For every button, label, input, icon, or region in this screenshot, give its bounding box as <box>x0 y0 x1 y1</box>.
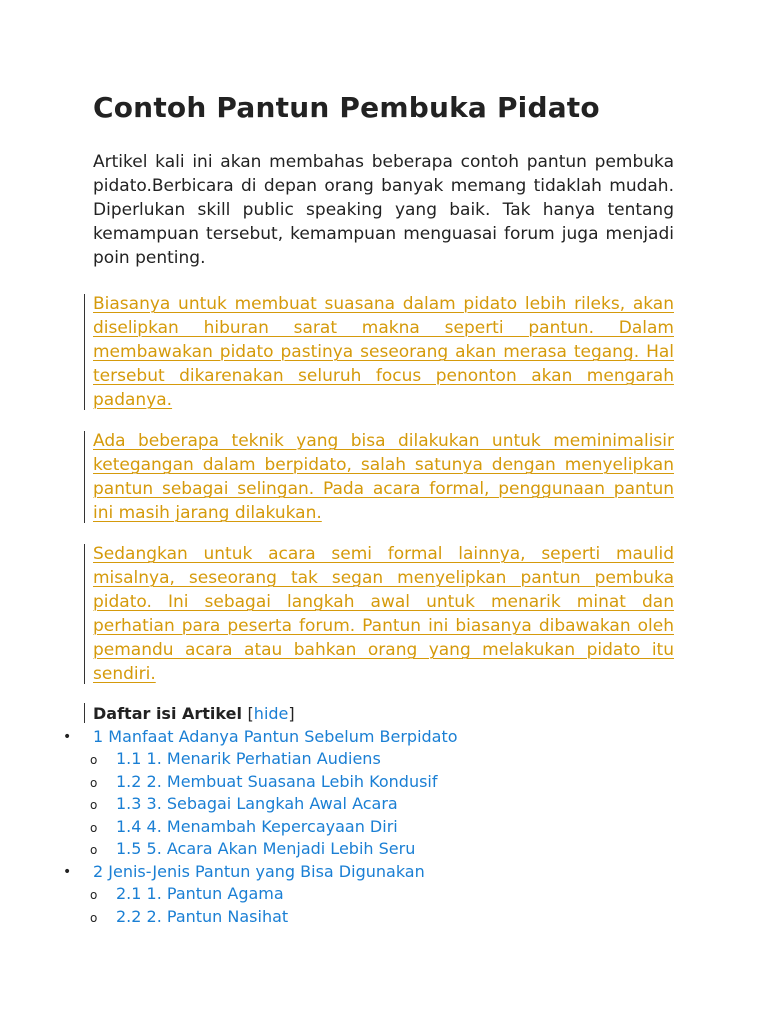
table-of-contents <box>63 703 674 928</box>
toc-sub-bullet: o <box>90 753 98 767</box>
toc-subitem <box>90 748 674 771</box>
blockquote-bar <box>84 544 85 684</box>
toc-link[interactable]: 2 Jenis-Jenis Pantun yang Bisa Digunakan <box>93 861 425 881</box>
toc-toggle-close: ] <box>288 704 295 723</box>
toc-header <box>93 703 674 726</box>
toc-sublink[interactable]: 1.2 2. Membuat Suasana Lebih Kondusif <box>116 771 438 791</box>
toc-subitem <box>90 838 674 861</box>
page-title: Contoh Pantun Pembuka Pidato <box>93 91 600 124</box>
toc-bar <box>84 703 85 723</box>
blockquote-bar <box>84 294 85 410</box>
toc-sublink[interactable]: 2.2 2. Pantun Nasihat <box>116 906 289 926</box>
toc-subitem <box>90 816 674 839</box>
toc-sublink[interactable]: 2.1 1. Pantun Agama <box>116 884 284 903</box>
blockquote-2[interactable] <box>93 429 674 525</box>
toc-sub-bullet: o <box>90 798 98 812</box>
toc-bullet: • <box>63 728 72 745</box>
toc-sublink[interactable]: 1.3 3. Sebagai Langkah Awal Acara <box>116 794 398 813</box>
blockquote-1[interactable] <box>93 292 674 412</box>
toc-list <box>63 726 674 929</box>
blockquote-3[interactable] <box>93 542 674 686</box>
toc-item <box>63 726 674 861</box>
toc-bullet: • <box>63 863 72 880</box>
blockquote-text[interactable]: Biasanya untuk membuat suasana dalam pidato lebih rileks, akan diselipkan hiburan sarat makna seperti pantun. Dalam membawakan pidato pastinya seseorang akan merasa tegang. Hal tersebut dikarenakan seluruh focus penonton akan mengarah padanya. <box>93 294 674 410</box>
toc-subitem <box>90 793 674 816</box>
blockquote-text[interactable]: Ada beberapa teknik yang bisa dilakukan untuk meminimalisir ketegangan dalam berpidato, salah satunya dengan menyelipkan pantun sebagai selingan. Pada acara formal, penggunaan pantun ini masih jarang dilakukan. <box>93 431 674 523</box>
toc-sublink[interactable]: 1.4 4. Menambah Kepercayaan Diri <box>116 816 398 836</box>
toc-sub-bullet: o <box>90 888 98 902</box>
blockquote-bar <box>84 431 85 523</box>
toc-sublist <box>90 748 674 861</box>
toc-sub-bullet: o <box>90 820 98 835</box>
toc-subitem <box>90 883 674 906</box>
toc-item <box>63 861 674 929</box>
toc-sub-bullet: o <box>90 910 98 925</box>
toc-heading: Daftar isi Artikel <box>93 704 242 723</box>
blockquote-text[interactable]: Sedangkan untuk acara semi formal lainnya, seperti maulid misalnya, seseorang tak segan menyelipkan pantun pembuka pidato. Ini sebagai langkah awal untuk menarik minat dan perhatian para peserta forum. Pantun ini biasanya dibawakan oleh pemandu acara atau bahkan orang yang melakukan pidato itu sendiri. <box>93 544 674 684</box>
intro-paragraph: Artikel kali ini akan membahas beberapa contoh pantun pembuka pidato.Berbicara di depan orang banyak memang tidaklah mudah. Diperlukan skill public speaking yang baik. Tak hanya tentang kemampuan tersebut, kemampuan menguasai forum juga menjadi poin penting. <box>93 152 674 268</box>
toc-toggle-open: [ <box>247 704 254 723</box>
toc-subitem <box>90 771 674 794</box>
toc-sub-bullet: o <box>90 775 98 790</box>
toc-sub-bullet: o <box>90 843 98 857</box>
toc-link[interactable]: 1 Manfaat Adanya Pantun Sebelum Berpidato <box>93 726 458 746</box>
toc-toggle <box>248 704 295 723</box>
toc-sublist <box>90 883 674 928</box>
toc-subitem <box>90 906 674 929</box>
toc-sublink[interactable]: 1.5 5. Acara Akan Menjadi Lebih Seru <box>116 839 416 858</box>
toc-hide-link[interactable]: hide <box>253 704 289 723</box>
toc-sublink[interactable]: 1.1 1. Menarik Perhatian Audiens <box>116 749 381 768</box>
